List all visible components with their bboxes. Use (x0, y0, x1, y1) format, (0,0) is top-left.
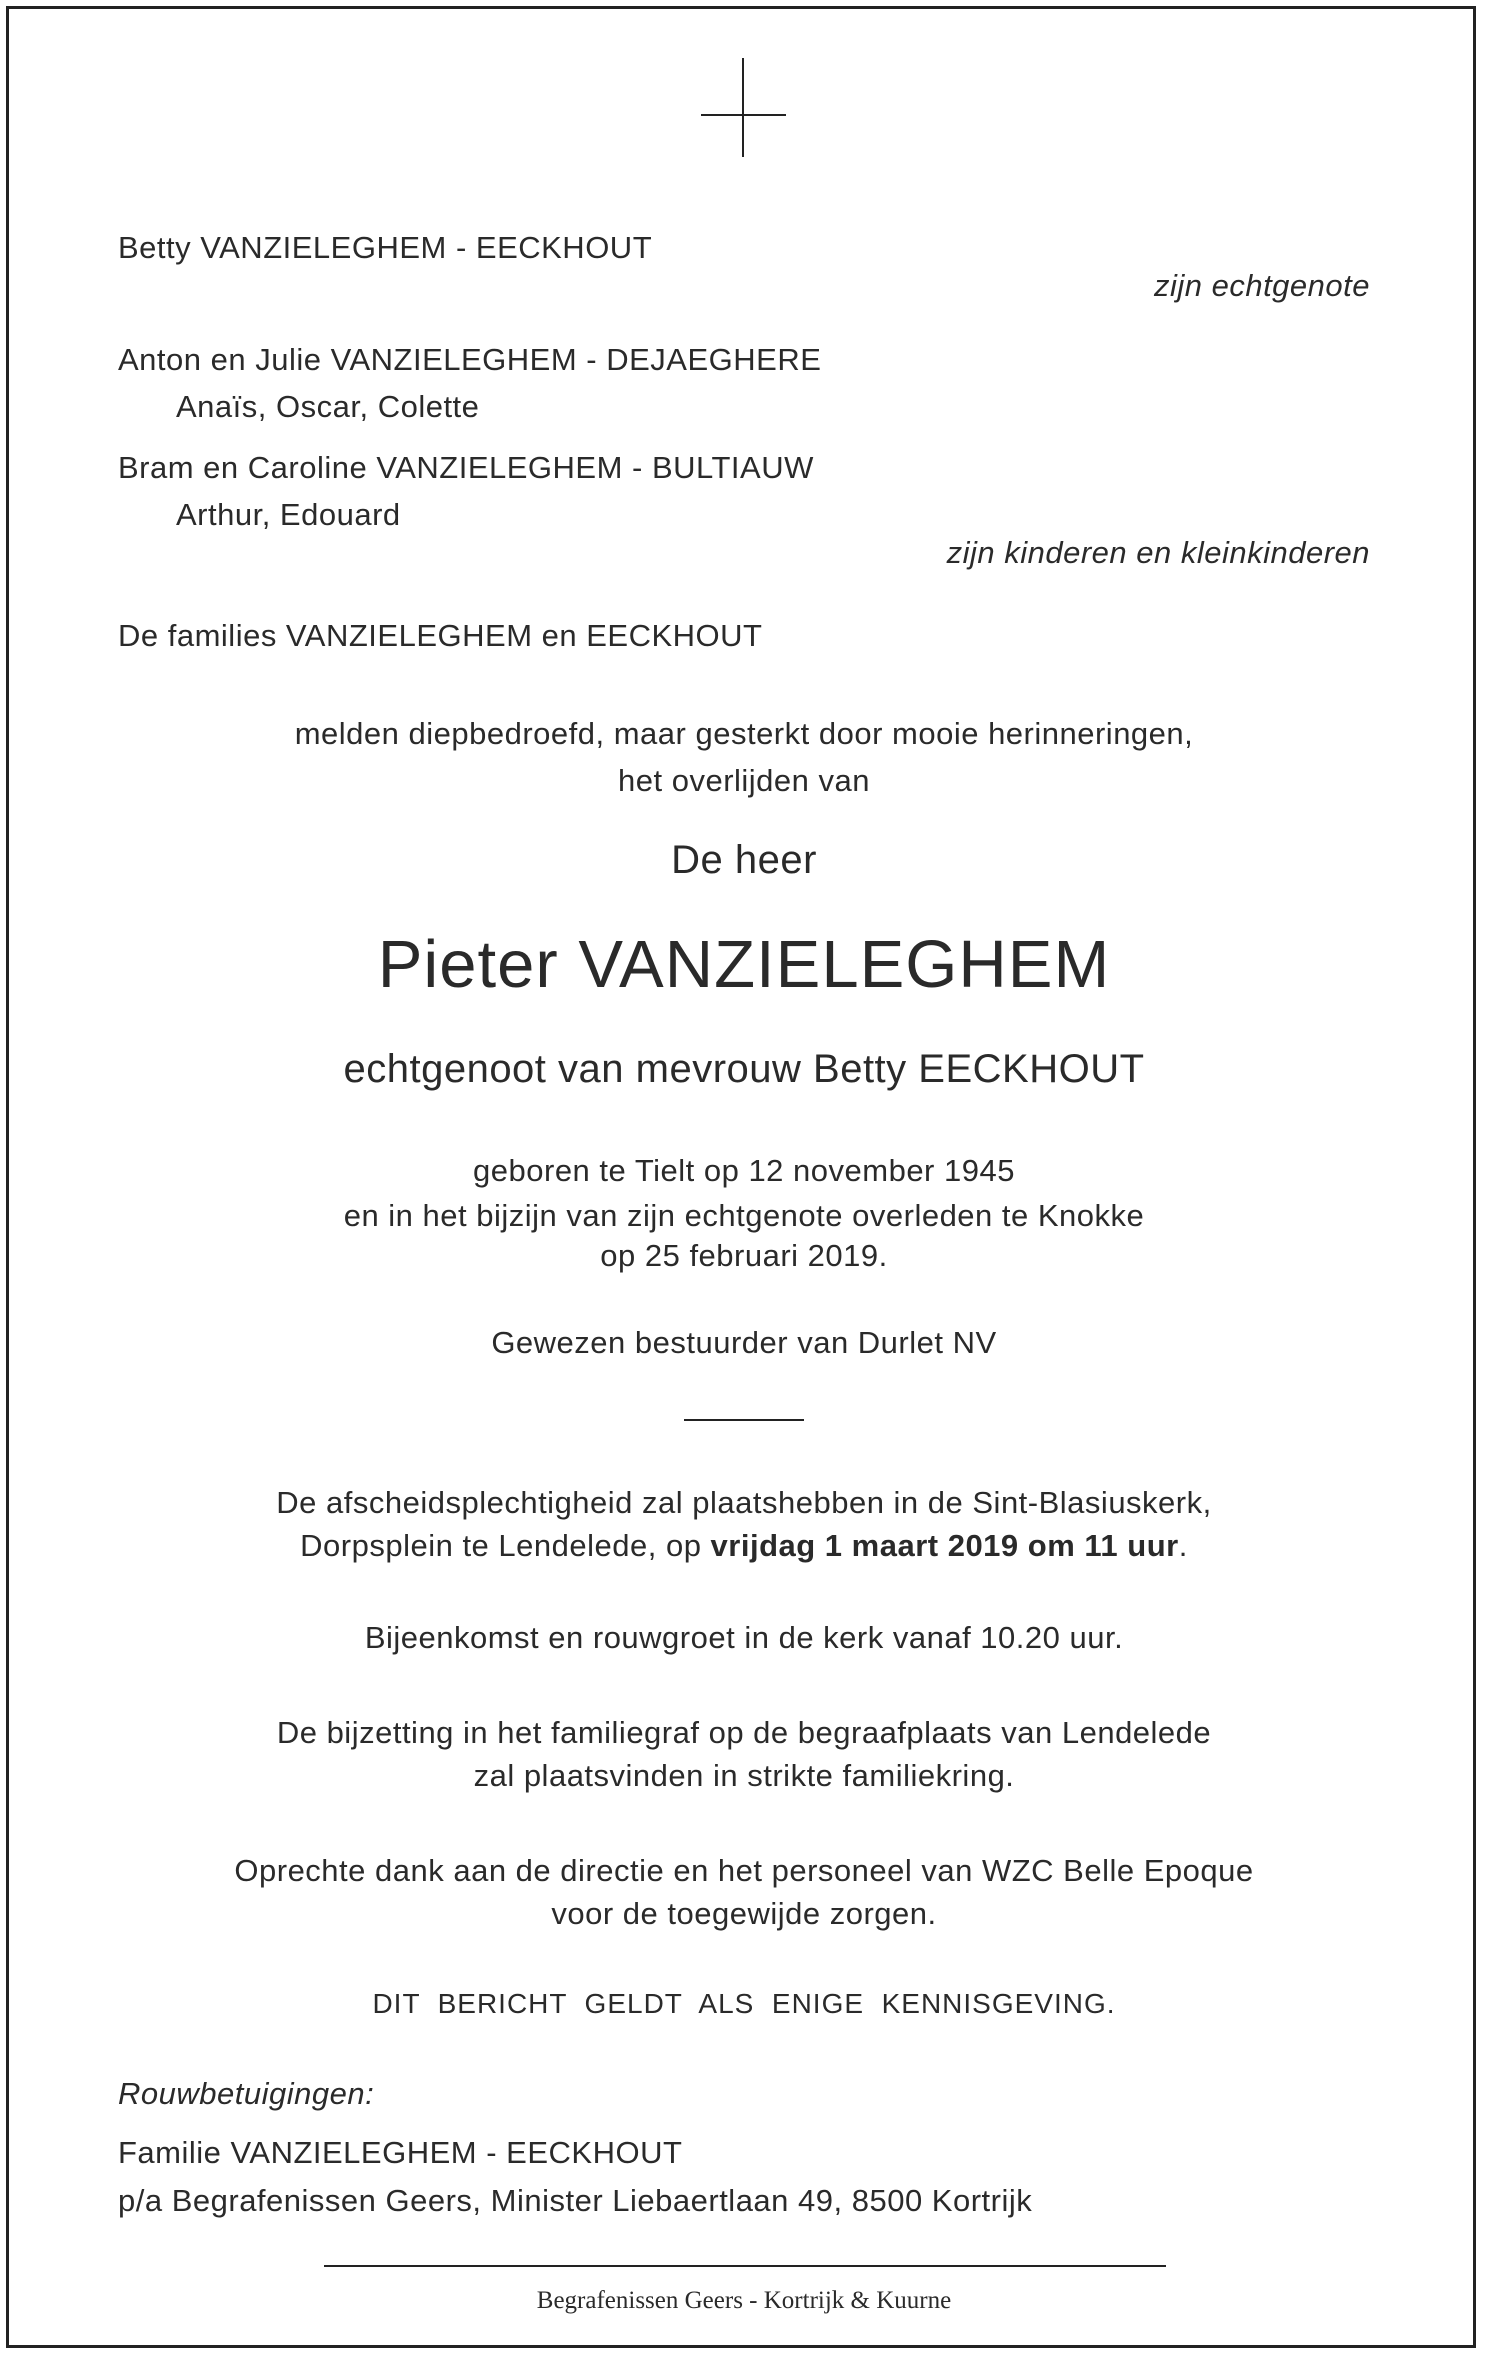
announcement-line2: het overlijden van (618, 763, 870, 798)
spouse-role: zijn echtgenote (1153, 268, 1370, 303)
thanks-line2: voor de toegewijde zorgen. (551, 1896, 937, 1931)
spouse-name: Betty VANZIELEGHEM - EECKHOUT (118, 230, 653, 265)
child2-names: Bram en Caroline VANZIELEGHEM - BULTIAUW (118, 450, 814, 485)
birth-line: geboren te Tielt op 12 november 1945 (473, 1153, 1015, 1188)
child1-kids: Anaïs, Oscar, Colette (176, 389, 480, 424)
child1-names: Anton en Julie VANZIELEGHEM - DEJAEGHERE (118, 342, 822, 377)
condolences-address: p/a Begrafenissen Geers, Minister Liebaertlaan 49, 8500 Kortrijk (118, 2183, 1033, 2218)
child2-kids: Arthur, Edouard (176, 497, 401, 532)
ceremony-line2: Dorpsplein te Lendelede, op vrijdag 1 maart 2019 om 11 uur. (300, 1528, 1188, 1563)
families-line: De families VANZIELEGHEM en EECKHOUT (118, 618, 763, 653)
death-date: op 25 februari 2019. (600, 1238, 888, 1273)
burial-line2: zal plaatsvinden in strikte familiekring. (473, 1758, 1015, 1793)
burial-line1: De bijzetting in het familiegraf op de begraafplaats van Lendelede (276, 1715, 1212, 1750)
ceremony-line1: De afscheidsplechtigheid zal plaatshebben in de Sint-Blasiuskerk, (276, 1485, 1212, 1520)
condolences-name: Familie VANZIELEGHEM - EECKHOUT (118, 2135, 683, 2170)
separator-line (684, 1419, 804, 1421)
gathering-line: Bijeenkomst en rouwgroet in de kerk vanaf 10.20 uur. (364, 1620, 1124, 1655)
occupation: Gewezen bestuurder van Durlet NV (491, 1325, 997, 1360)
death-line: en in het bijzijn van zijn echtgenote overleden te Knokke (343, 1198, 1145, 1233)
deceased-relation: echtgenoot van mevrouw Betty EECKHOUT (343, 1047, 1145, 1091)
notice-line: DIT BERICHT GELDT ALS ENIGE KENNISGEVING. (372, 1988, 1116, 2019)
footer-rule (324, 2265, 1166, 2267)
thanks-line1: Oprechte dank aan de directie en het personeel van WZC Belle Epoque (234, 1853, 1254, 1888)
deceased-name: Pieter VANZIELEGHEM (377, 927, 1111, 1002)
deceased-title: De heer (671, 838, 817, 882)
footer-funeral-home: Begrafenissen Geers - Kortrijk & Kuurne (536, 2287, 952, 2314)
condolences-heading: Rouwbetuigingen: (118, 2076, 375, 2111)
ceremony-date: vrijdag 1 maart 2019 om 11 uur (710, 1528, 1179, 1563)
children-role: zijn kinderen en kleinkinderen (946, 535, 1370, 570)
announcement-line1: melden diepbedroefd, maar gesterkt door mooie herinneringen, (294, 716, 1194, 751)
